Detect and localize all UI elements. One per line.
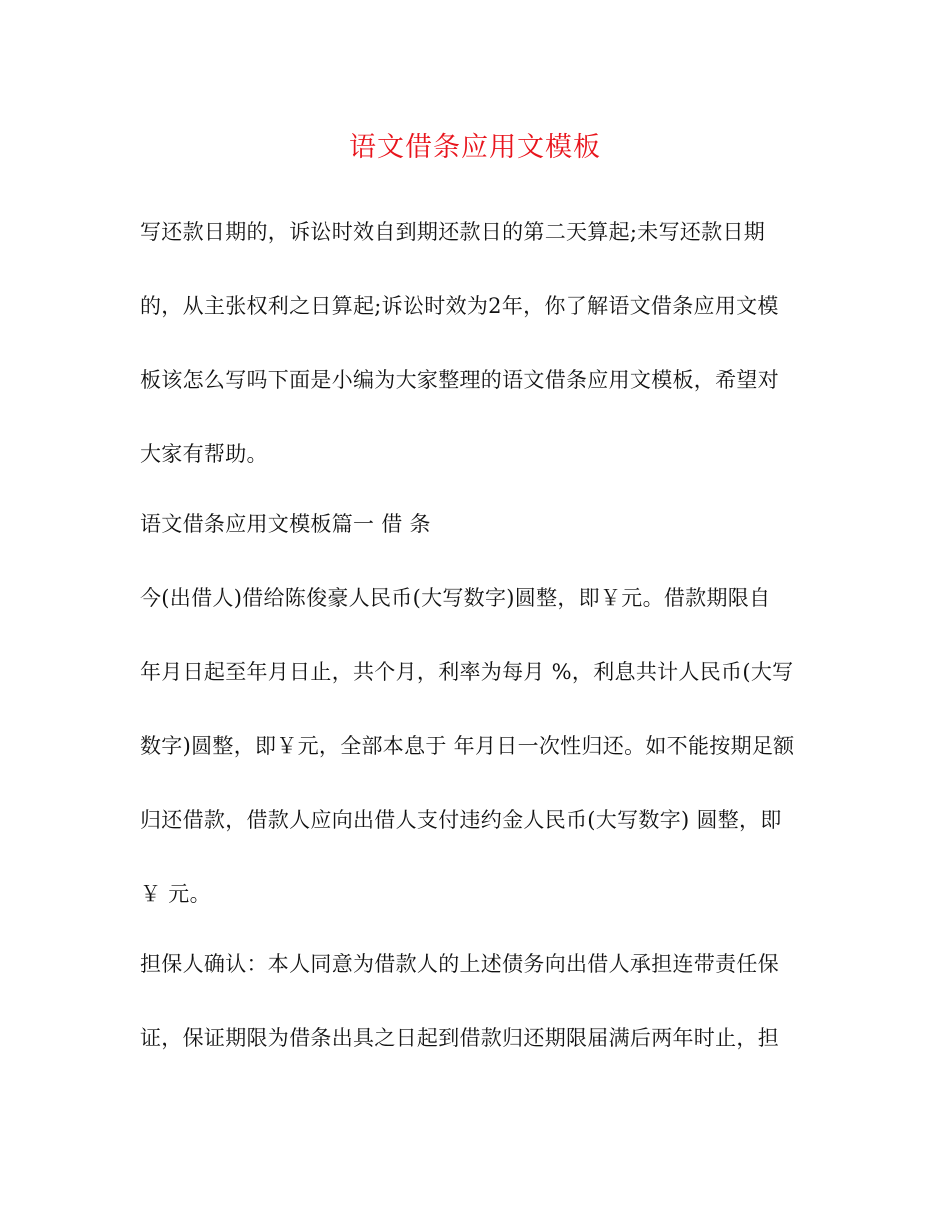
paragraph-line: 板该怎么写吗下面是小编为大家整理的语文借条应用文模板，希望对: [140, 368, 779, 392]
paragraph-line: ￥ 元。: [140, 882, 211, 906]
document-title: 语文借条应用文模板: [349, 132, 601, 163]
paragraph-line: 写还款日期的，诉讼时效自到期还款日的第二天算起;未写还款日期: [140, 220, 766, 244]
paragraph-line: 数字)圆整，即￥元，全部本息于 年月日一次性归还。如不能按期足额: [140, 734, 795, 758]
paragraph-line: 证，保证期限为借条出具之日起到借款归还期限届满后两年时止，担: [140, 1026, 779, 1050]
paragraph-line: 今(出借人)借给陈俊豪人民币(大写数字)圆整，即￥元。借款期限自: [140, 586, 771, 610]
section-heading: 语文借条应用文模板篇一 借 条: [140, 512, 431, 536]
paragraph-line: 归还借款，借款人应向出借人支付违约金人民币(大写数字) 圆整，即: [140, 808, 782, 832]
paragraph-line: 的，从主张权利之日算起;诉讼时效为2年，你了解语文借条应用文模: [140, 294, 779, 318]
paragraph-line: 大家有帮助。: [140, 442, 268, 466]
paragraph-line: 担保人确认：本人同意为借款人的上述债务向出借人承担连带责任保: [140, 952, 779, 976]
paragraph-line: 年月日起至年月日止，共个月，利率为每月 %，利息共计人民币(大写: [140, 660, 794, 684]
